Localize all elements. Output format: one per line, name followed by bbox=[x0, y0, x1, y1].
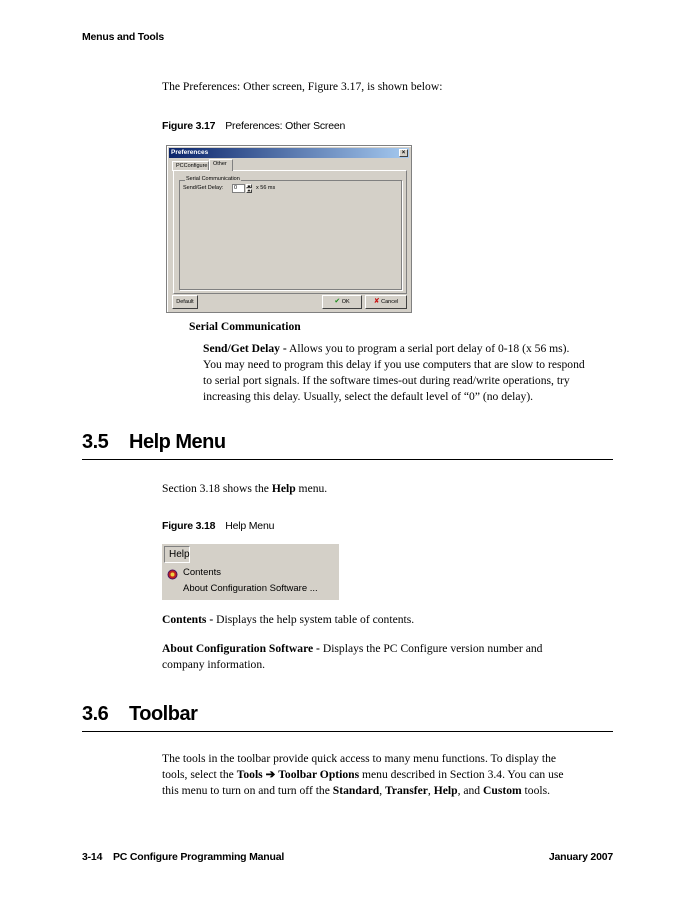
contents-term: Contents - bbox=[162, 613, 214, 626]
intro-text: Section 3.18 shows the bbox=[162, 482, 272, 495]
page-number: 3-14 bbox=[82, 851, 103, 863]
cancel-button[interactable] bbox=[365, 295, 407, 309]
close-icon[interactable]: × bbox=[399, 149, 408, 157]
text: this menu to turn on and turn off the bbox=[162, 784, 333, 797]
tab-panel bbox=[173, 170, 407, 294]
menu-bar bbox=[162, 544, 339, 564]
section-rule bbox=[82, 459, 613, 460]
default-button[interactable]: Default bbox=[172, 295, 198, 309]
toolbar-paragraph bbox=[162, 751, 602, 799]
intro-paragraph: The Preferences: Other screen, Figure 3.17, is shown below: bbox=[162, 80, 443, 93]
text: menu described in Section 3.4. You can use bbox=[359, 768, 564, 781]
about-term: About Configuration Software - bbox=[162, 642, 320, 655]
spin-up-icon[interactable]: ▲ bbox=[247, 183, 251, 188]
text: tools, select the bbox=[162, 768, 237, 781]
x-icon: ✘ bbox=[373, 298, 380, 305]
contents-description bbox=[162, 612, 414, 628]
running-head: Menus and Tools bbox=[82, 31, 164, 43]
send-get-delay-term: Send/Get Delay - bbox=[203, 342, 287, 355]
intro-bold: Help bbox=[271, 482, 296, 495]
desc-line-3: to serial port signals. If the software times-out during read/write operations, try bbox=[203, 374, 570, 387]
dialog-title: Preferences bbox=[171, 149, 209, 156]
tab-other[interactable]: Other bbox=[209, 159, 233, 171]
contents-desc: Displays the help system table of contents. bbox=[213, 613, 415, 626]
footer-left bbox=[82, 851, 284, 863]
desc-line-4: increasing this delay. Usually, select the default level of “0” (no delay). bbox=[203, 390, 534, 403]
tab-pcconfigure[interactable]: PCConfigure bbox=[172, 161, 209, 171]
about-line-2: company information. bbox=[162, 658, 266, 671]
desc-line-1: Allows you to program a serial port delay of 0-18 (x 56 ms). bbox=[286, 342, 570, 355]
figure-3-17-caption bbox=[162, 120, 345, 132]
group-label: Serial Communication bbox=[186, 176, 240, 182]
serial-communication-heading: Serial Communication bbox=[189, 320, 301, 333]
figure-title: Help Menu bbox=[225, 520, 275, 532]
figure-number: Figure 3.17 bbox=[162, 120, 216, 132]
ok-label: OK bbox=[341, 299, 350, 305]
toolbar-options-term: Toolbar Options bbox=[278, 768, 360, 781]
manual-title: PC Configure Programming Manual bbox=[112, 851, 285, 863]
contents-icon bbox=[167, 567, 178, 578]
section-3-5-number: 3.5 bbox=[82, 431, 109, 453]
menu-help[interactable]: Help bbox=[164, 546, 190, 563]
preferences-dialog bbox=[166, 145, 412, 313]
desc-line bbox=[203, 341, 623, 357]
figure-title: Preferences: Other Screen bbox=[225, 120, 346, 132]
serial-communication-group bbox=[179, 176, 402, 290]
about-desc: Displays the PC Configure version number and bbox=[319, 642, 543, 655]
help-menu-intro bbox=[162, 481, 327, 497]
section-3-6-title: Toolbar bbox=[129, 703, 198, 725]
toolbar-line-3 bbox=[162, 783, 602, 799]
desc-line-2: You may need to program this delay if you use computers that are slow to respond bbox=[203, 358, 585, 371]
ok-button[interactable] bbox=[322, 295, 362, 309]
toolbar-line-1: The tools in the toolbar provide quick access to many menu functions. To display the bbox=[162, 752, 557, 765]
menu-item-about[interactable]: About Configuration Software ... bbox=[183, 583, 318, 594]
section-3-5-title: Help Menu bbox=[129, 431, 226, 453]
sep: , and bbox=[457, 784, 483, 797]
about-description bbox=[162, 641, 542, 673]
standard-term: Standard bbox=[332, 784, 380, 797]
toolbar-line-2 bbox=[162, 767, 602, 783]
help-dropdown bbox=[162, 564, 339, 600]
help-menu-screenshot bbox=[162, 544, 339, 600]
arrow-icon: ➔ bbox=[265, 768, 276, 781]
section-3-6-number: 3.6 bbox=[82, 703, 109, 725]
dialog-title-bar bbox=[169, 148, 409, 158]
about-line-1 bbox=[162, 641, 542, 657]
custom-term: Custom bbox=[483, 784, 522, 797]
text: tools. bbox=[521, 784, 551, 797]
intro-text-end: menu. bbox=[295, 482, 328, 495]
figure-number: Figure 3.18 bbox=[162, 520, 216, 532]
help-term: Help bbox=[433, 784, 458, 797]
figure-3-18-caption bbox=[162, 520, 274, 532]
send-get-delay-description bbox=[203, 341, 623, 405]
tools-term: Tools bbox=[236, 768, 263, 781]
footer-date: January 2007 bbox=[548, 851, 613, 863]
menu-item-contents[interactable]: Contents bbox=[183, 567, 222, 578]
transfer-term: Transfer bbox=[384, 784, 428, 797]
send-get-delay-label: Send/Get Delay: bbox=[183, 185, 224, 191]
section-rule bbox=[82, 731, 613, 732]
send-get-delay-input[interactable]: 0 bbox=[232, 184, 245, 193]
sep: , bbox=[427, 784, 434, 797]
spin-down-icon[interactable]: ▼ bbox=[247, 188, 251, 193]
delay-unit-label: x 56 ms bbox=[256, 185, 276, 191]
cancel-label: Cancel bbox=[381, 299, 399, 305]
check-icon: ✔ bbox=[334, 298, 341, 305]
sep: , bbox=[379, 784, 385, 797]
